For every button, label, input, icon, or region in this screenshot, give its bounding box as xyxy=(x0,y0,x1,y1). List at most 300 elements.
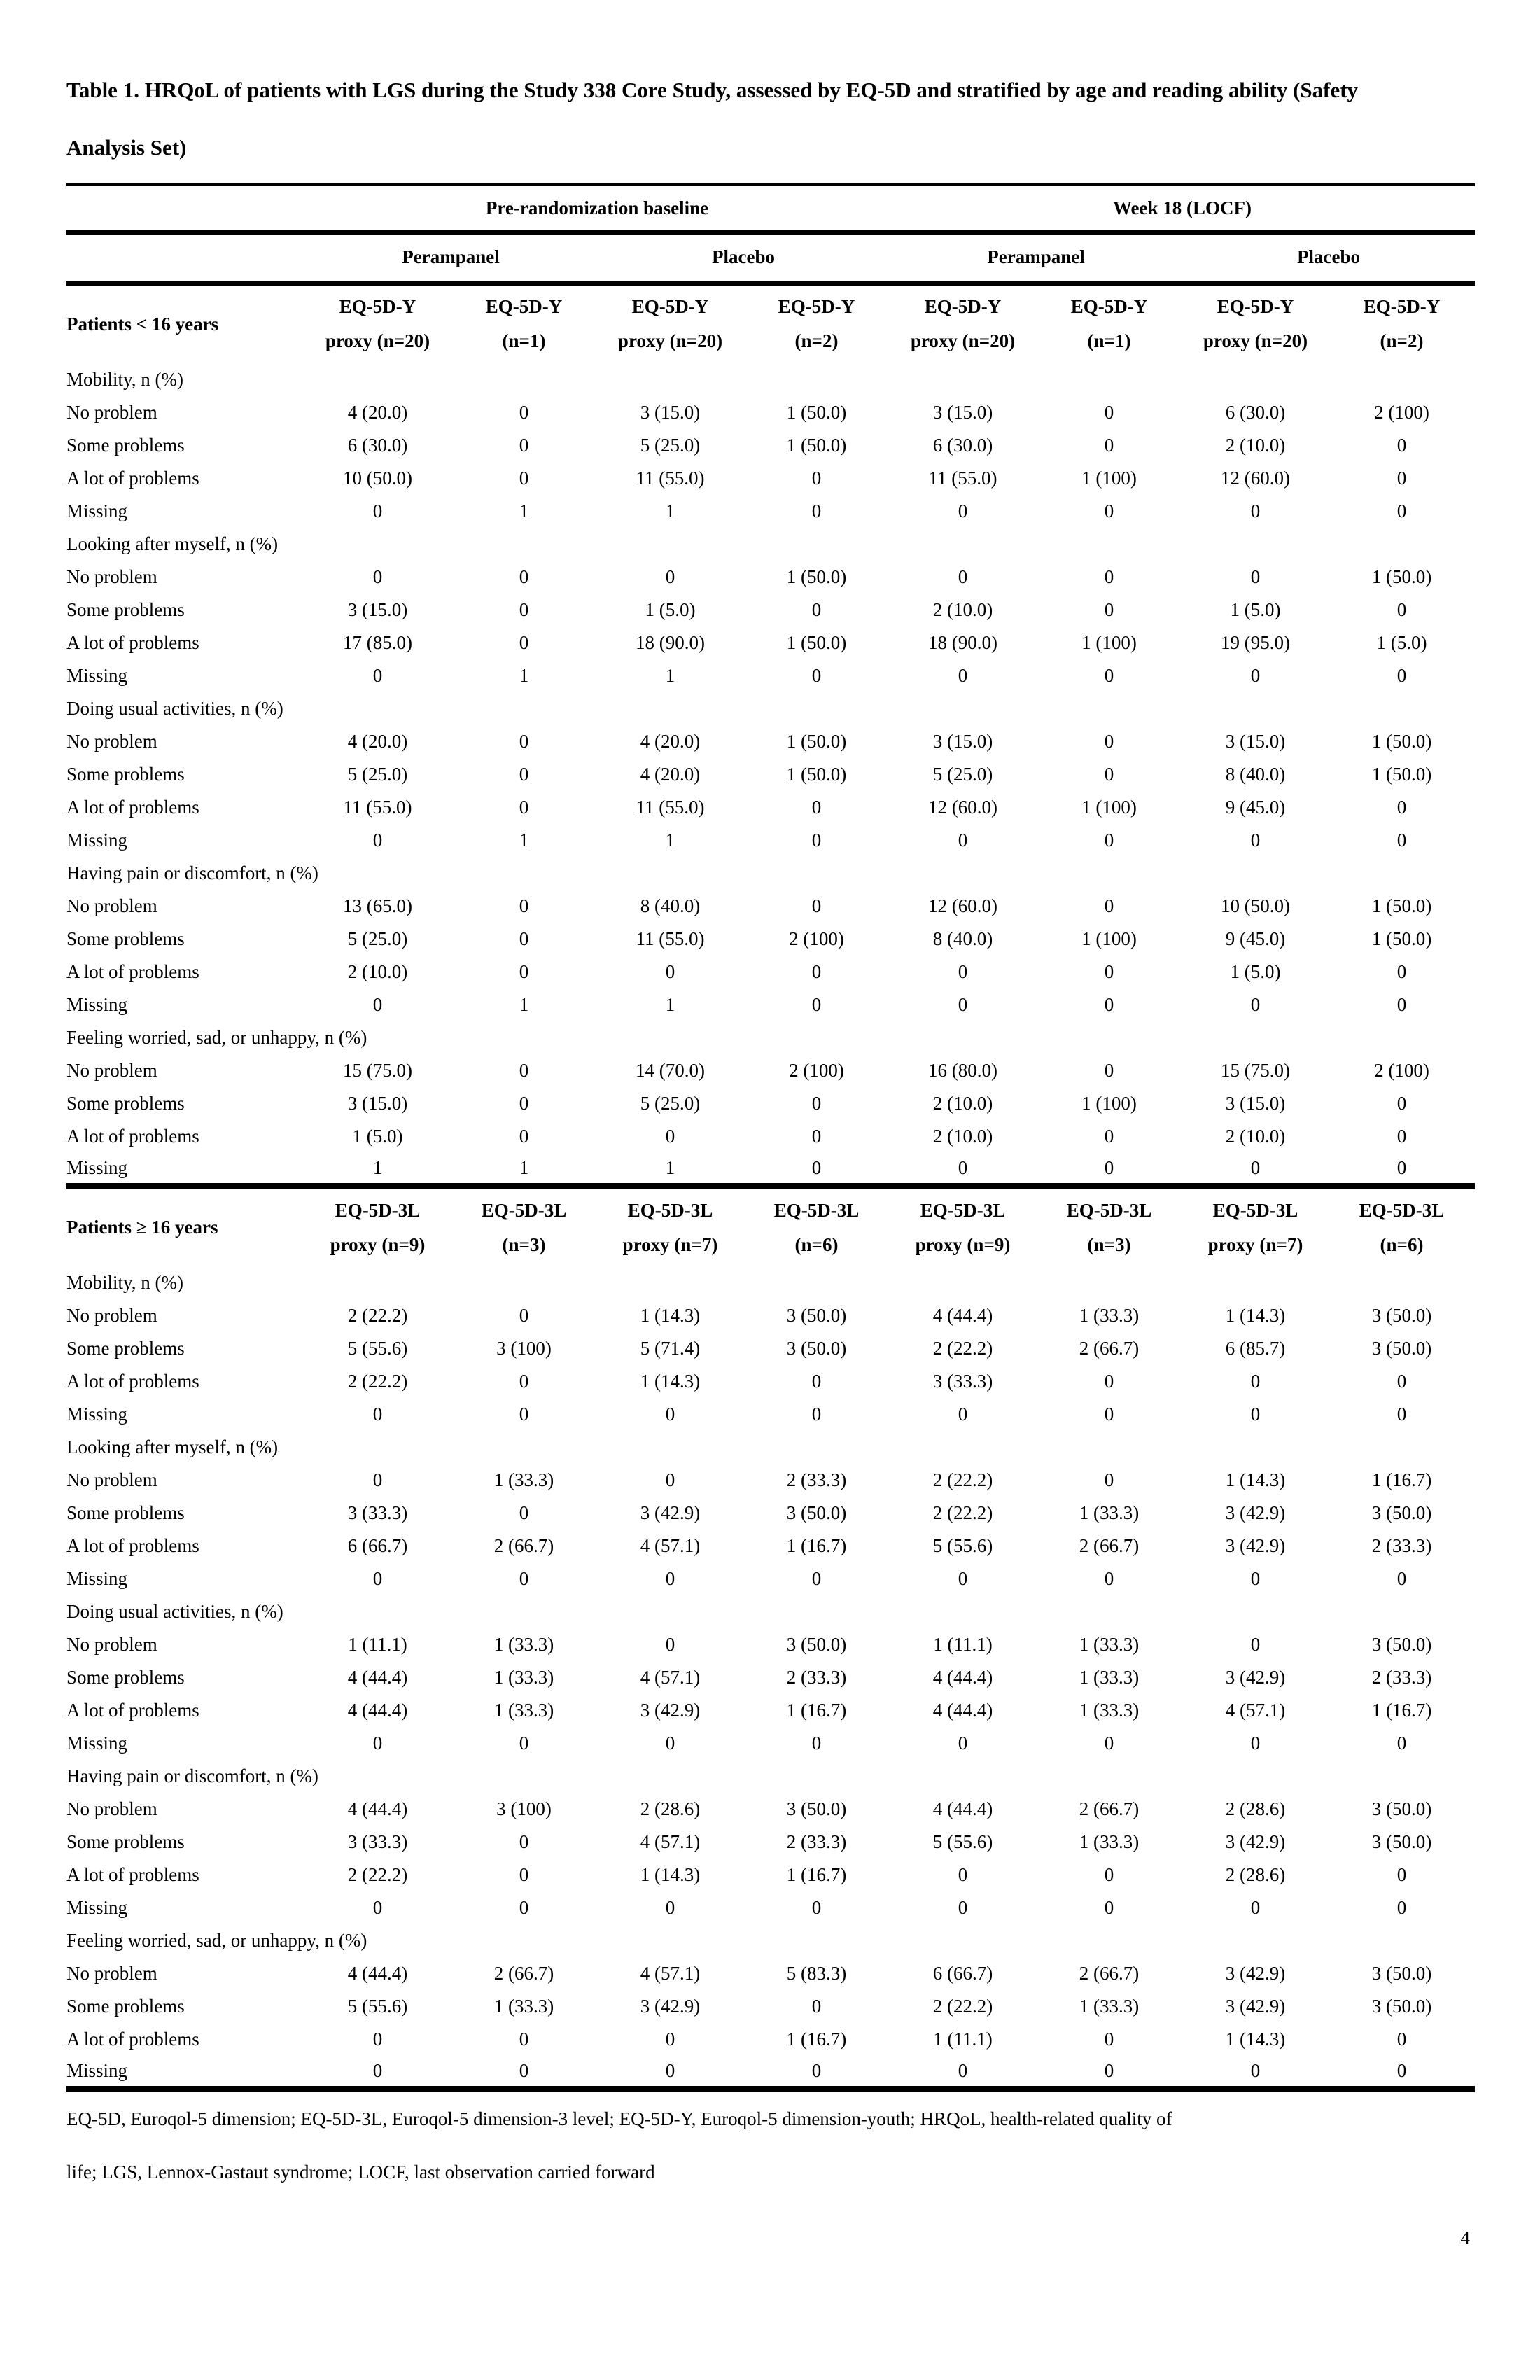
response-level-label: A lot of problems xyxy=(66,961,200,982)
cell-value: 17 (85.0) xyxy=(343,632,412,653)
cell-value: 0 xyxy=(1104,830,1114,850)
response-level-label: No problem xyxy=(66,1798,158,1819)
column-header-n: (n=3) xyxy=(1087,1233,1131,1255)
dimension-section-row xyxy=(66,857,1475,890)
cell-value: 5 (55.6) xyxy=(347,1996,408,2017)
cell-value: 0 xyxy=(811,1371,822,1392)
cell-value: 0 xyxy=(665,1634,676,1655)
cell-value: 0 xyxy=(958,1897,968,1918)
cell-value: 3 (15.0) xyxy=(932,731,993,752)
column-header-n: proxy (n=7) xyxy=(622,1233,718,1255)
cell-value: 0 xyxy=(958,1864,968,1885)
cell-value: 3 (100) xyxy=(496,1798,552,1819)
cell-value: 1 (11.1) xyxy=(933,1634,993,1655)
cell-value: 1 (16.7) xyxy=(1371,1700,1432,1721)
cell-value: 2 (10.0) xyxy=(1225,435,1286,456)
cell-value: 0 xyxy=(519,1371,529,1392)
cell-value: 2 (10.0) xyxy=(932,1126,993,1147)
cell-value: 3 (50.0) xyxy=(1371,1831,1432,1852)
cell-value: 0 xyxy=(958,2059,968,2081)
cell-value: 0 xyxy=(665,1469,676,1490)
cell-value: 0 xyxy=(519,1060,529,1081)
dimension-section-row xyxy=(66,1595,1475,1628)
response-level-label: A lot of problems xyxy=(66,1126,200,1147)
cell-value: 1 (5.0) xyxy=(645,599,696,620)
cell-value: 0 xyxy=(811,665,822,686)
column-header-n: proxy (n=20) xyxy=(1203,330,1308,352)
dimension-section-row xyxy=(66,528,1475,561)
cell-value: 3 (42.9) xyxy=(640,1502,701,1523)
table-row xyxy=(66,988,1475,1021)
cell-value: 1 (5.0) xyxy=(1230,599,1281,620)
cell-value: 0 xyxy=(1396,961,1407,982)
cell-value: 3 (15.0) xyxy=(932,402,993,423)
cell-value: 4 (57.1) xyxy=(1225,1700,1286,1721)
cell-value: 0 xyxy=(1250,665,1261,686)
cell-value: 0 xyxy=(1104,665,1114,686)
cell-value: 1 xyxy=(519,994,529,1015)
cell-value: 6 (66.7) xyxy=(932,1963,993,1984)
cell-value: 3 (42.9) xyxy=(1225,1667,1286,1688)
column-header-instrument: EQ-5D-3L xyxy=(920,1199,1006,1221)
column-header-instrument: EQ-5D-Y xyxy=(778,296,855,318)
table-caption-line2: Analysis Set) xyxy=(66,135,187,160)
cell-value: 0 xyxy=(519,2029,529,2050)
cell-value: 0 xyxy=(958,994,968,1015)
table-row xyxy=(66,626,1475,659)
table-row xyxy=(66,396,1475,429)
cell-value: 1 xyxy=(665,665,676,686)
cell-value: 2 (66.7) xyxy=(493,1963,554,1984)
cell-value: 9 (45.0) xyxy=(1225,797,1286,818)
cell-value: 0 xyxy=(1104,2059,1114,2081)
cell-value: 0 xyxy=(372,830,383,850)
cell-value: 18 (90.0) xyxy=(636,632,705,653)
abbreviations-footnote xyxy=(66,2092,1475,2199)
cell-value: 1 (50.0) xyxy=(786,402,847,423)
response-level-label: Some problems xyxy=(66,1338,185,1359)
response-level-label: Missing xyxy=(66,665,128,686)
cell-value: 0 xyxy=(519,1568,529,1589)
cell-value: 0 xyxy=(519,402,529,423)
cell-value: 1 (100) xyxy=(1082,632,1137,653)
table-row xyxy=(66,1365,1475,1398)
cell-value: 3 (42.9) xyxy=(1225,1502,1286,1523)
cell-value: 1 (50.0) xyxy=(786,566,847,587)
cell-value: 0 xyxy=(811,895,822,916)
cell-value: 0 xyxy=(1396,500,1407,522)
cell-value: 5 (25.0) xyxy=(347,764,408,785)
column-header xyxy=(451,283,597,363)
cell-value: 0 xyxy=(1104,731,1114,752)
cell-value: 0 xyxy=(519,1897,529,1918)
table-row xyxy=(66,1793,1475,1826)
cell-value: 4 (44.4) xyxy=(932,1798,993,1819)
cell-value: 1 xyxy=(665,1156,676,1178)
table-row xyxy=(66,1398,1475,1431)
cell-value: 0 xyxy=(372,500,383,522)
cell-value: 0 xyxy=(519,599,529,620)
cell-value: 1 (14.3) xyxy=(640,1305,701,1326)
cell-value: 2 (22.2) xyxy=(347,1864,408,1885)
dimension-section-row xyxy=(66,363,1475,396)
cell-value: 0 xyxy=(519,1404,529,1424)
cell-value: 3 (15.0) xyxy=(1225,1093,1286,1114)
cell-value: 1 (16.7) xyxy=(786,1700,847,1721)
cell-value: 0 xyxy=(1104,435,1114,456)
cell-value: 0 xyxy=(958,1156,968,1178)
cell-value: 0 xyxy=(811,599,822,620)
cell-value: 4 (57.1) xyxy=(640,1831,701,1852)
page-number: 4 xyxy=(1460,2227,1470,2248)
table-row xyxy=(66,1054,1475,1087)
column-header xyxy=(890,283,1036,363)
cell-value: 1 xyxy=(519,1156,529,1178)
column-header-n: proxy (n=20) xyxy=(325,330,430,352)
response-level-label: A lot of problems xyxy=(66,1700,200,1721)
cell-value: 2 (10.0) xyxy=(932,1093,993,1114)
corner-cell xyxy=(66,232,304,283)
cell-value: 2 (22.2) xyxy=(932,1502,993,1523)
cell-value: 0 xyxy=(1104,1469,1114,1490)
table-row xyxy=(66,2023,1475,2056)
cell-value: 1 (16.7) xyxy=(786,1864,847,1885)
cell-value: 1 xyxy=(665,830,676,850)
column-header-instrument: EQ-5D-Y xyxy=(1363,296,1441,318)
cell-value: 0 xyxy=(958,1732,968,1754)
cell-value: 1 (50.0) xyxy=(1371,764,1432,785)
cell-value: 1 (50.0) xyxy=(1371,895,1432,916)
response-level-label: A lot of problems xyxy=(66,1371,200,1392)
cell-value: 3 (50.0) xyxy=(1371,1996,1432,2017)
cell-value: 0 xyxy=(1396,1732,1407,1754)
cell-value: 5 (55.6) xyxy=(932,1535,993,1556)
cell-value: 0 xyxy=(1104,1126,1114,1147)
cell-value: 3 (100) xyxy=(496,1338,552,1359)
cell-value: 0 xyxy=(519,1305,529,1326)
dimension-section-label: Doing usual activities, n (%) xyxy=(66,1601,284,1622)
cell-value: 0 xyxy=(519,1126,529,1147)
cell-value: 2 (33.3) xyxy=(786,1469,847,1490)
cell-value: 3 (50.0) xyxy=(786,1338,847,1359)
cell-value: 0 xyxy=(519,632,529,653)
cell-value: 0 xyxy=(811,1126,822,1147)
cell-value: 1 (16.7) xyxy=(786,2029,847,2050)
cell-value: 3 (50.0) xyxy=(1371,1305,1432,1326)
cell-value: 1 (14.3) xyxy=(1225,1305,1286,1326)
cell-value: 0 xyxy=(372,994,383,1015)
footnote-line1: EQ-5D, Euroqol-5 dimension; EQ-5D-3L, Euroqol-5 dimension-3 level; EQ-5D-Y, Euroqol-5 dimension-youth; HRQoL, health-related quality of xyxy=(66,2108,1172,2129)
cell-value: 0 xyxy=(958,1404,968,1424)
cell-value: 0 xyxy=(1104,1568,1114,1589)
table-row xyxy=(66,890,1475,923)
cell-value: 0 xyxy=(372,1404,383,1424)
table-row xyxy=(66,2056,1475,2089)
cell-value: 4 (44.4) xyxy=(347,1667,408,1688)
cell-value: 1 (50.0) xyxy=(786,731,847,752)
cell-value: 2 (66.7) xyxy=(1079,1535,1140,1556)
cell-value: 0 xyxy=(1104,1060,1114,1081)
cell-value: 3 (33.3) xyxy=(347,1831,408,1852)
dimension-section-label: Looking after myself, n (%) xyxy=(66,1436,279,1457)
cell-value: 3 (42.9) xyxy=(640,1700,701,1721)
column-header-n: (n=1) xyxy=(1087,330,1131,352)
cell-value: 6 (66.7) xyxy=(347,1535,408,1556)
table-caption-line1: Table 1. HRQoL of patients with LGS during the Study 338 Core Study, assessed by EQ-5D and stratified by age and reading ability (Safety xyxy=(66,78,1359,102)
table-row xyxy=(66,1990,1475,2023)
column-header-instrument: EQ-5D-3L xyxy=(774,1199,860,1221)
dimension-section-label: Having pain or discomfort, n (%) xyxy=(66,1765,318,1786)
cell-value: 6 (30.0) xyxy=(932,435,993,456)
table-row xyxy=(66,1891,1475,1924)
cell-value: 2 (28.6) xyxy=(640,1798,701,1819)
cell-value: 0 xyxy=(811,830,822,850)
cell-value: 0 xyxy=(1250,1156,1261,1178)
cell-value: 0 xyxy=(519,1502,529,1523)
cell-value: 15 (75.0) xyxy=(1221,1060,1290,1081)
cell-value: 0 xyxy=(519,1831,529,1852)
response-level-label: A lot of problems xyxy=(66,468,200,489)
cell-value: 3 (42.9) xyxy=(1225,1535,1286,1556)
cell-value: 1 (100) xyxy=(1082,468,1137,489)
cell-value: 3 (50.0) xyxy=(1371,1338,1432,1359)
cell-value: 6 (85.7) xyxy=(1225,1338,1286,1359)
column-header xyxy=(304,1186,451,1266)
cell-value: 0 xyxy=(1104,764,1114,785)
column-header xyxy=(1329,283,1475,363)
table-row xyxy=(66,462,1475,495)
cell-value: 1 (33.3) xyxy=(493,1700,554,1721)
cell-value: 0 xyxy=(1250,1371,1261,1392)
cell-value: 0 xyxy=(519,895,529,916)
table-header xyxy=(66,185,1475,283)
table-row xyxy=(66,429,1475,462)
column-header xyxy=(304,283,451,363)
column-header-instrument: EQ-5D-Y xyxy=(339,296,416,318)
cell-value: 0 xyxy=(811,1156,822,1178)
cell-value: 2 (33.3) xyxy=(1371,1535,1432,1556)
cell-value: 0 xyxy=(1104,2029,1114,2050)
response-level-label: Missing xyxy=(66,1897,128,1918)
cell-value: 4 (44.4) xyxy=(347,1963,408,1984)
cell-value: 1 (14.3) xyxy=(640,1864,701,1885)
cell-value: 3 (50.0) xyxy=(786,1798,847,1819)
cell-value: 2 (100) xyxy=(789,928,844,949)
cell-value: 1 (100) xyxy=(1082,797,1137,818)
visit-header-week18: Week 18 (LOCF) xyxy=(890,185,1475,232)
response-level-label: Missing xyxy=(66,994,128,1015)
dimension-section-label: Having pain or discomfort, n (%) xyxy=(66,862,318,883)
table-row xyxy=(66,1628,1475,1661)
cell-value: 0 xyxy=(1396,435,1407,456)
column-header xyxy=(1182,1186,1329,1266)
cell-value: 3 (50.0) xyxy=(1371,1798,1432,1819)
table-row xyxy=(66,725,1475,758)
cell-value: 0 xyxy=(1396,1568,1407,1589)
table-row xyxy=(66,824,1475,857)
cell-value: 0 xyxy=(1250,1897,1261,1918)
cell-value: 0 xyxy=(1104,1732,1114,1754)
column-header xyxy=(1036,283,1182,363)
cell-value: 0 xyxy=(1104,500,1114,522)
cell-value: 2 (22.2) xyxy=(932,1996,993,2017)
column-header-instrument: EQ-5D-3L xyxy=(481,1199,567,1221)
cell-value: 2 (33.3) xyxy=(1371,1667,1432,1688)
column-header xyxy=(451,1186,597,1266)
cell-value: 0 xyxy=(1250,1732,1261,1754)
cell-value: 0 xyxy=(1250,1404,1261,1424)
cell-value: 1 xyxy=(519,500,529,522)
cell-value: 4 (20.0) xyxy=(347,731,408,752)
response-level-label: Missing xyxy=(66,1404,128,1424)
cell-value: 5 (25.0) xyxy=(640,435,701,456)
column-header-n: (n=6) xyxy=(1380,1233,1424,1255)
cell-value: 8 (40.0) xyxy=(640,895,701,916)
column-header-n: proxy (n=9) xyxy=(330,1233,426,1255)
response-level-label: Some problems xyxy=(66,1831,185,1852)
response-level-label: A lot of problems xyxy=(66,1864,200,1885)
table-row xyxy=(66,1661,1475,1694)
cell-value: 1 xyxy=(519,830,529,850)
response-level-label: No problem xyxy=(66,1634,158,1655)
cell-value: 5 (25.0) xyxy=(932,764,993,785)
cell-value: 1 (5.0) xyxy=(1230,961,1281,982)
table-row xyxy=(66,1957,1475,1990)
cell-value: 3 (33.3) xyxy=(932,1371,993,1392)
cell-value: 0 xyxy=(519,1864,529,1885)
cell-value: 10 (50.0) xyxy=(343,468,412,489)
cell-value: 0 xyxy=(1104,1156,1114,1178)
cell-value: 1 (33.3) xyxy=(493,1634,554,1655)
cell-value: 1 (16.7) xyxy=(1371,1469,1432,1490)
cell-value: 15 (75.0) xyxy=(343,1060,412,1081)
response-level-label: Missing xyxy=(66,2059,128,2081)
dimension-section-label: Feeling worried, sad, or unhappy, n (%) xyxy=(66,1027,368,1048)
cell-value: 10 (50.0) xyxy=(1221,895,1290,916)
column-header-n: proxy (n=20) xyxy=(617,330,723,352)
cell-value: 0 xyxy=(1250,2059,1261,2081)
table-row xyxy=(66,1299,1475,1332)
cell-value: 0 xyxy=(1104,599,1114,620)
cell-value: 11 (55.0) xyxy=(343,797,412,818)
table-row xyxy=(66,1858,1475,1891)
cell-value: 2 (28.6) xyxy=(1225,1864,1286,1885)
response-level-label: Missing xyxy=(66,1732,128,1754)
cell-value: 0 xyxy=(1396,468,1407,489)
cell-value: 1 (33.3) xyxy=(493,1996,554,2017)
cell-value: 0 xyxy=(519,961,529,982)
cell-value: 5 (25.0) xyxy=(347,928,408,949)
cell-value: 2 (22.2) xyxy=(932,1338,993,1359)
response-level-label: Some problems xyxy=(66,1502,185,1523)
table-row xyxy=(66,1497,1475,1530)
cell-value: 0 xyxy=(811,500,822,522)
cell-value: 0 xyxy=(519,1093,529,1114)
column-header-n: (n=2) xyxy=(1380,330,1424,352)
table-caption xyxy=(66,62,1475,176)
cell-value: 2 (10.0) xyxy=(347,961,408,982)
cell-value: 4 (44.4) xyxy=(932,1667,993,1688)
cell-value: 4 (44.4) xyxy=(932,1305,993,1326)
cell-value: 13 (65.0) xyxy=(343,895,412,916)
response-level-label: Some problems xyxy=(66,1667,185,1688)
cell-value: 0 xyxy=(1396,1156,1407,1178)
cell-value: 0 xyxy=(519,468,529,489)
cell-value: 0 xyxy=(519,2059,529,2081)
cell-value: 4 (20.0) xyxy=(640,764,701,785)
cell-value: 12 (60.0) xyxy=(1221,468,1290,489)
cell-value: 0 xyxy=(1104,1864,1114,1885)
cell-value: 0 xyxy=(811,1732,822,1754)
cell-value: 0 xyxy=(1250,830,1261,850)
cell-value: 4 (57.1) xyxy=(640,1963,701,1984)
cell-value: 1 (5.0) xyxy=(352,1126,403,1147)
cell-value: 1 (50.0) xyxy=(786,632,847,653)
corner-cell xyxy=(66,185,304,232)
cell-value: 2 (66.7) xyxy=(1079,1963,1140,1984)
table-row xyxy=(66,1087,1475,1120)
column-header-instrument: EQ-5D-3L xyxy=(335,1199,421,1221)
cell-value: 1 (33.3) xyxy=(1079,1634,1140,1655)
cell-value: 0 xyxy=(1250,1568,1261,1589)
cell-value: 6 (30.0) xyxy=(347,435,408,456)
cell-value: 3 (50.0) xyxy=(1371,1502,1432,1523)
cell-value: 1 (100) xyxy=(1082,1093,1137,1114)
table-body xyxy=(66,283,1475,2089)
treatment-header-perampanel-week18: Perampanel xyxy=(890,232,1182,283)
dimension-section-row xyxy=(66,1924,1475,1957)
cell-value: 0 xyxy=(1250,500,1261,522)
cell-value: 1 (50.0) xyxy=(1371,566,1432,587)
table-row xyxy=(66,1332,1475,1365)
cell-value: 3 (33.3) xyxy=(347,1502,408,1523)
cell-value: 3 (50.0) xyxy=(786,1305,847,1326)
column-header-n: (n=3) xyxy=(502,1233,546,1255)
age-group-header-row xyxy=(66,1186,1475,1266)
response-level-label: A lot of problems xyxy=(66,2029,200,2050)
age-group-header-row xyxy=(66,283,1475,363)
cell-value: 0 xyxy=(519,731,529,752)
cell-value: 5 (55.6) xyxy=(347,1338,408,1359)
column-header xyxy=(597,283,743,363)
dimension-section-label: Looking after myself, n (%) xyxy=(66,533,279,554)
column-header-instrument: EQ-5D-Y xyxy=(1070,296,1148,318)
response-level-label: Some problems xyxy=(66,764,185,785)
table-row xyxy=(66,1464,1475,1497)
column-header xyxy=(890,1186,1036,1266)
cell-value: 16 (80.0) xyxy=(928,1060,997,1081)
cell-value: 0 xyxy=(811,1568,822,1589)
column-header xyxy=(1329,1186,1475,1266)
cell-value: 1 xyxy=(372,1156,383,1178)
treatment-header-row xyxy=(66,232,1475,283)
cell-value: 9 (45.0) xyxy=(1225,928,1286,949)
cell-value: 0 xyxy=(372,2059,383,2081)
cell-value: 3 (15.0) xyxy=(1225,731,1286,752)
table-row xyxy=(66,495,1475,528)
cell-value: 1 (16.7) xyxy=(786,1535,847,1556)
column-header-instrument: EQ-5D-Y xyxy=(485,296,563,318)
cell-value: 1 (100) xyxy=(1082,928,1137,949)
cell-value: 8 (40.0) xyxy=(1225,764,1286,785)
cell-value: 12 (60.0) xyxy=(928,797,997,818)
cell-value: 0 xyxy=(665,566,676,587)
cell-value: 0 xyxy=(811,994,822,1015)
cell-value: 3 (42.9) xyxy=(1225,1963,1286,1984)
cell-value: 0 xyxy=(1396,994,1407,1015)
cell-value: 0 xyxy=(1250,994,1261,1015)
table-row xyxy=(66,659,1475,692)
